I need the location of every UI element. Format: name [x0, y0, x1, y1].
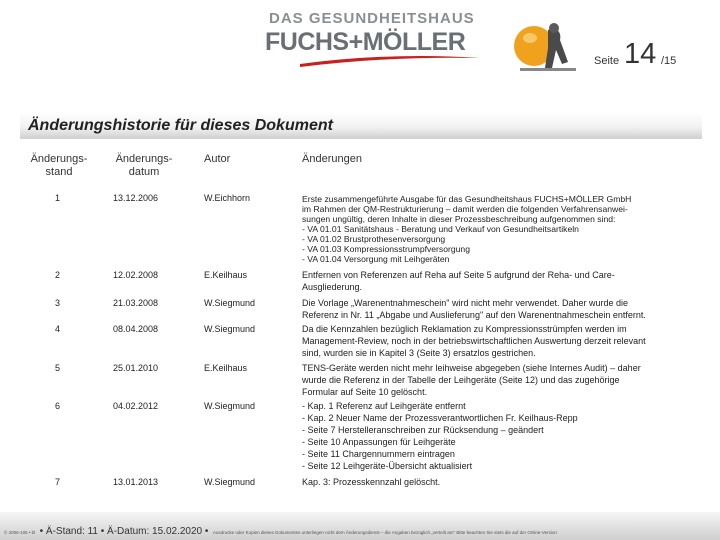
row5-line: TENS-Geräte werden nicht mehr leihweise abgegeben (siehe Internes Audit) – daher: [302, 363, 641, 373]
logo-tagline: DAS GESUNDHEITSHAUS: [269, 10, 475, 27]
row1-autor: W.Eichhorn: [204, 193, 251, 203]
row1-aenderungen: [302, 194, 702, 264]
row5-autor: E.Keilhaus: [204, 363, 248, 373]
header-datum-line2: datum: [128, 166, 160, 178]
row5-line: Formular auf Seite 10 gelöscht.: [302, 387, 428, 397]
row5-aenderungen: [302, 362, 702, 398]
logo-swoosh-icon: [300, 54, 480, 68]
row1-line: sungen ungültig, deren Inhalte in dieser Prozessbeschreibung aufgenommen sind:: [302, 214, 616, 224]
row7-aenderungen: [302, 476, 702, 488]
row4-line: Da die Kennzahlen bezüglich Reklamation zu Kompressionsstrümpfen werden im: [302, 324, 627, 334]
header-stand: [24, 153, 94, 179]
row1-line: Erste zusammengeführte Ausgabe für das Gesundheitshaus FUCHS+MÖLLER GmbH: [302, 194, 632, 204]
header-stand-line2: stand: [45, 166, 73, 178]
row4-aenderungen: [302, 323, 702, 359]
row3-line: Referenz in Nr. 11 „Abgabe und Auslieferung" auf den Warenentnahmeschein entfernt.: [302, 310, 646, 320]
footer: [4, 521, 557, 539]
page-label: Seite: [594, 55, 620, 67]
row3-aenderungen: [302, 297, 702, 321]
row1-line: - VA 01.03 Kompressionsstrumpfversorgung: [302, 244, 470, 254]
row1-datum: 13.12.2006: [113, 193, 159, 203]
row5-datum: 25.01.2010: [113, 363, 159, 373]
company-seal-icon: [512, 20, 580, 76]
row4-stand: 4: [55, 324, 61, 334]
row7-stand: 7: [55, 477, 61, 487]
row5-stand: 5: [55, 363, 61, 373]
row3-datum: 21.03.2008: [113, 298, 159, 308]
row4-line: sind, wurden sie in Kapitel 3 (Seite 3) ersatzlos gestrichen.: [302, 348, 536, 358]
row1-line: im Rahmen der QM-Restrukturierung – damit werden die folgenden Verfahrensanwei-: [302, 204, 628, 214]
header-stand-line1: Änderungs-: [30, 153, 88, 165]
row6-datum: 04.02.2012: [113, 401, 159, 411]
row6-line: - Seite 10 Anpassungen für Leihgeräte: [302, 437, 456, 447]
logo-wordmark: FUCHS+MÖLLER: [265, 28, 466, 56]
header-datum-line1: Änderungs-: [115, 153, 173, 165]
row3-stand: 3: [55, 298, 61, 308]
row1-line: - VA 01.01 Sanitätshaus - Beratung und Verkauf von Gesundheitsartikeln: [302, 224, 579, 234]
row1-line: - VA 01.02 Brustprothesenversorgung: [302, 234, 446, 244]
row6-line: - Seite 11 Chargennummern eintragen: [302, 449, 455, 459]
row2-autor: E.Keilhaus: [204, 270, 248, 280]
row2-datum: 12.02.2008: [113, 270, 159, 280]
row2-stand: 2: [55, 270, 61, 280]
row6-line: - Kap. 2 Neuer Name der Prozessverantwortlichen Fr. Keilhaus-Repp: [302, 413, 578, 423]
row1-stand: 1: [55, 193, 61, 203]
row4-autor: W.Siegmund: [204, 324, 256, 334]
row3-autor: W.Siegmund: [204, 298, 256, 308]
footer-copyright: © 2006-105 • bl: [4, 530, 36, 535]
header-datum: [104, 153, 184, 179]
row6-autor: W.Siegmund: [204, 401, 256, 411]
page-number: 14: [624, 38, 657, 70]
row4-line: Management-Review, noch in der betriebswirtschaftlichen Auswertung derzeit relevant: [302, 336, 646, 346]
row6-line: - Seite 7 Herstelleranschreiben zur Rücksendung – geändert: [302, 425, 544, 435]
row2-line: Entfernen von Referenzen auf Reha auf Seite 5 aufgrund der Reha- und Care-: [302, 270, 615, 280]
row6-aenderungen: [302, 400, 702, 472]
footer-stand: • Ä-Stand: 11 • Ä-Datum: 15.02.2020 •: [39, 526, 209, 537]
row2-line: Ausgliederung.: [302, 282, 363, 292]
row6-stand: 6: [55, 401, 61, 411]
row7-datum: 13.01.2013: [113, 477, 159, 487]
row7-line: Kap. 3: Prozesskennzahl gelöscht.: [302, 477, 441, 487]
page-total: /15: [661, 55, 677, 67]
page-title: Änderungshistorie für dieses Dokument: [28, 117, 333, 134]
row1-line: - VA 01.04 Versorgung mit Leihgeräten: [302, 254, 450, 264]
row7-autor: W.Siegmund: [204, 477, 256, 487]
row3-line: Die Vorlage „Warenentnahmeschein" wird nicht mehr verwendet. Daher wurde die: [302, 298, 629, 308]
footer-notice: Ausdrucke oder Kopien dieses Dokumentes unterliegen nicht dem Änderungsdienst – die Angaben bezüglich „verteilt am" Bitte beachten Sie stets die auf der Online-Version: [212, 530, 557, 535]
header-aenderungen: Änderungen: [302, 153, 362, 165]
row4-datum: 08.04.2008: [113, 324, 159, 334]
row5-line: wurde die Referenz in der Tabelle der Leihgeräte (Seite 12) und das zugehörige: [302, 375, 620, 385]
row2-aenderungen: [302, 269, 702, 293]
header-autor: Autor: [204, 153, 231, 165]
row6-line: - Seite 12 Leihgeräte-Übersicht aktualisiert: [302, 461, 473, 471]
row6-line: - Kap. 1 Referenz auf Leihgeräte entfernt: [302, 401, 466, 411]
